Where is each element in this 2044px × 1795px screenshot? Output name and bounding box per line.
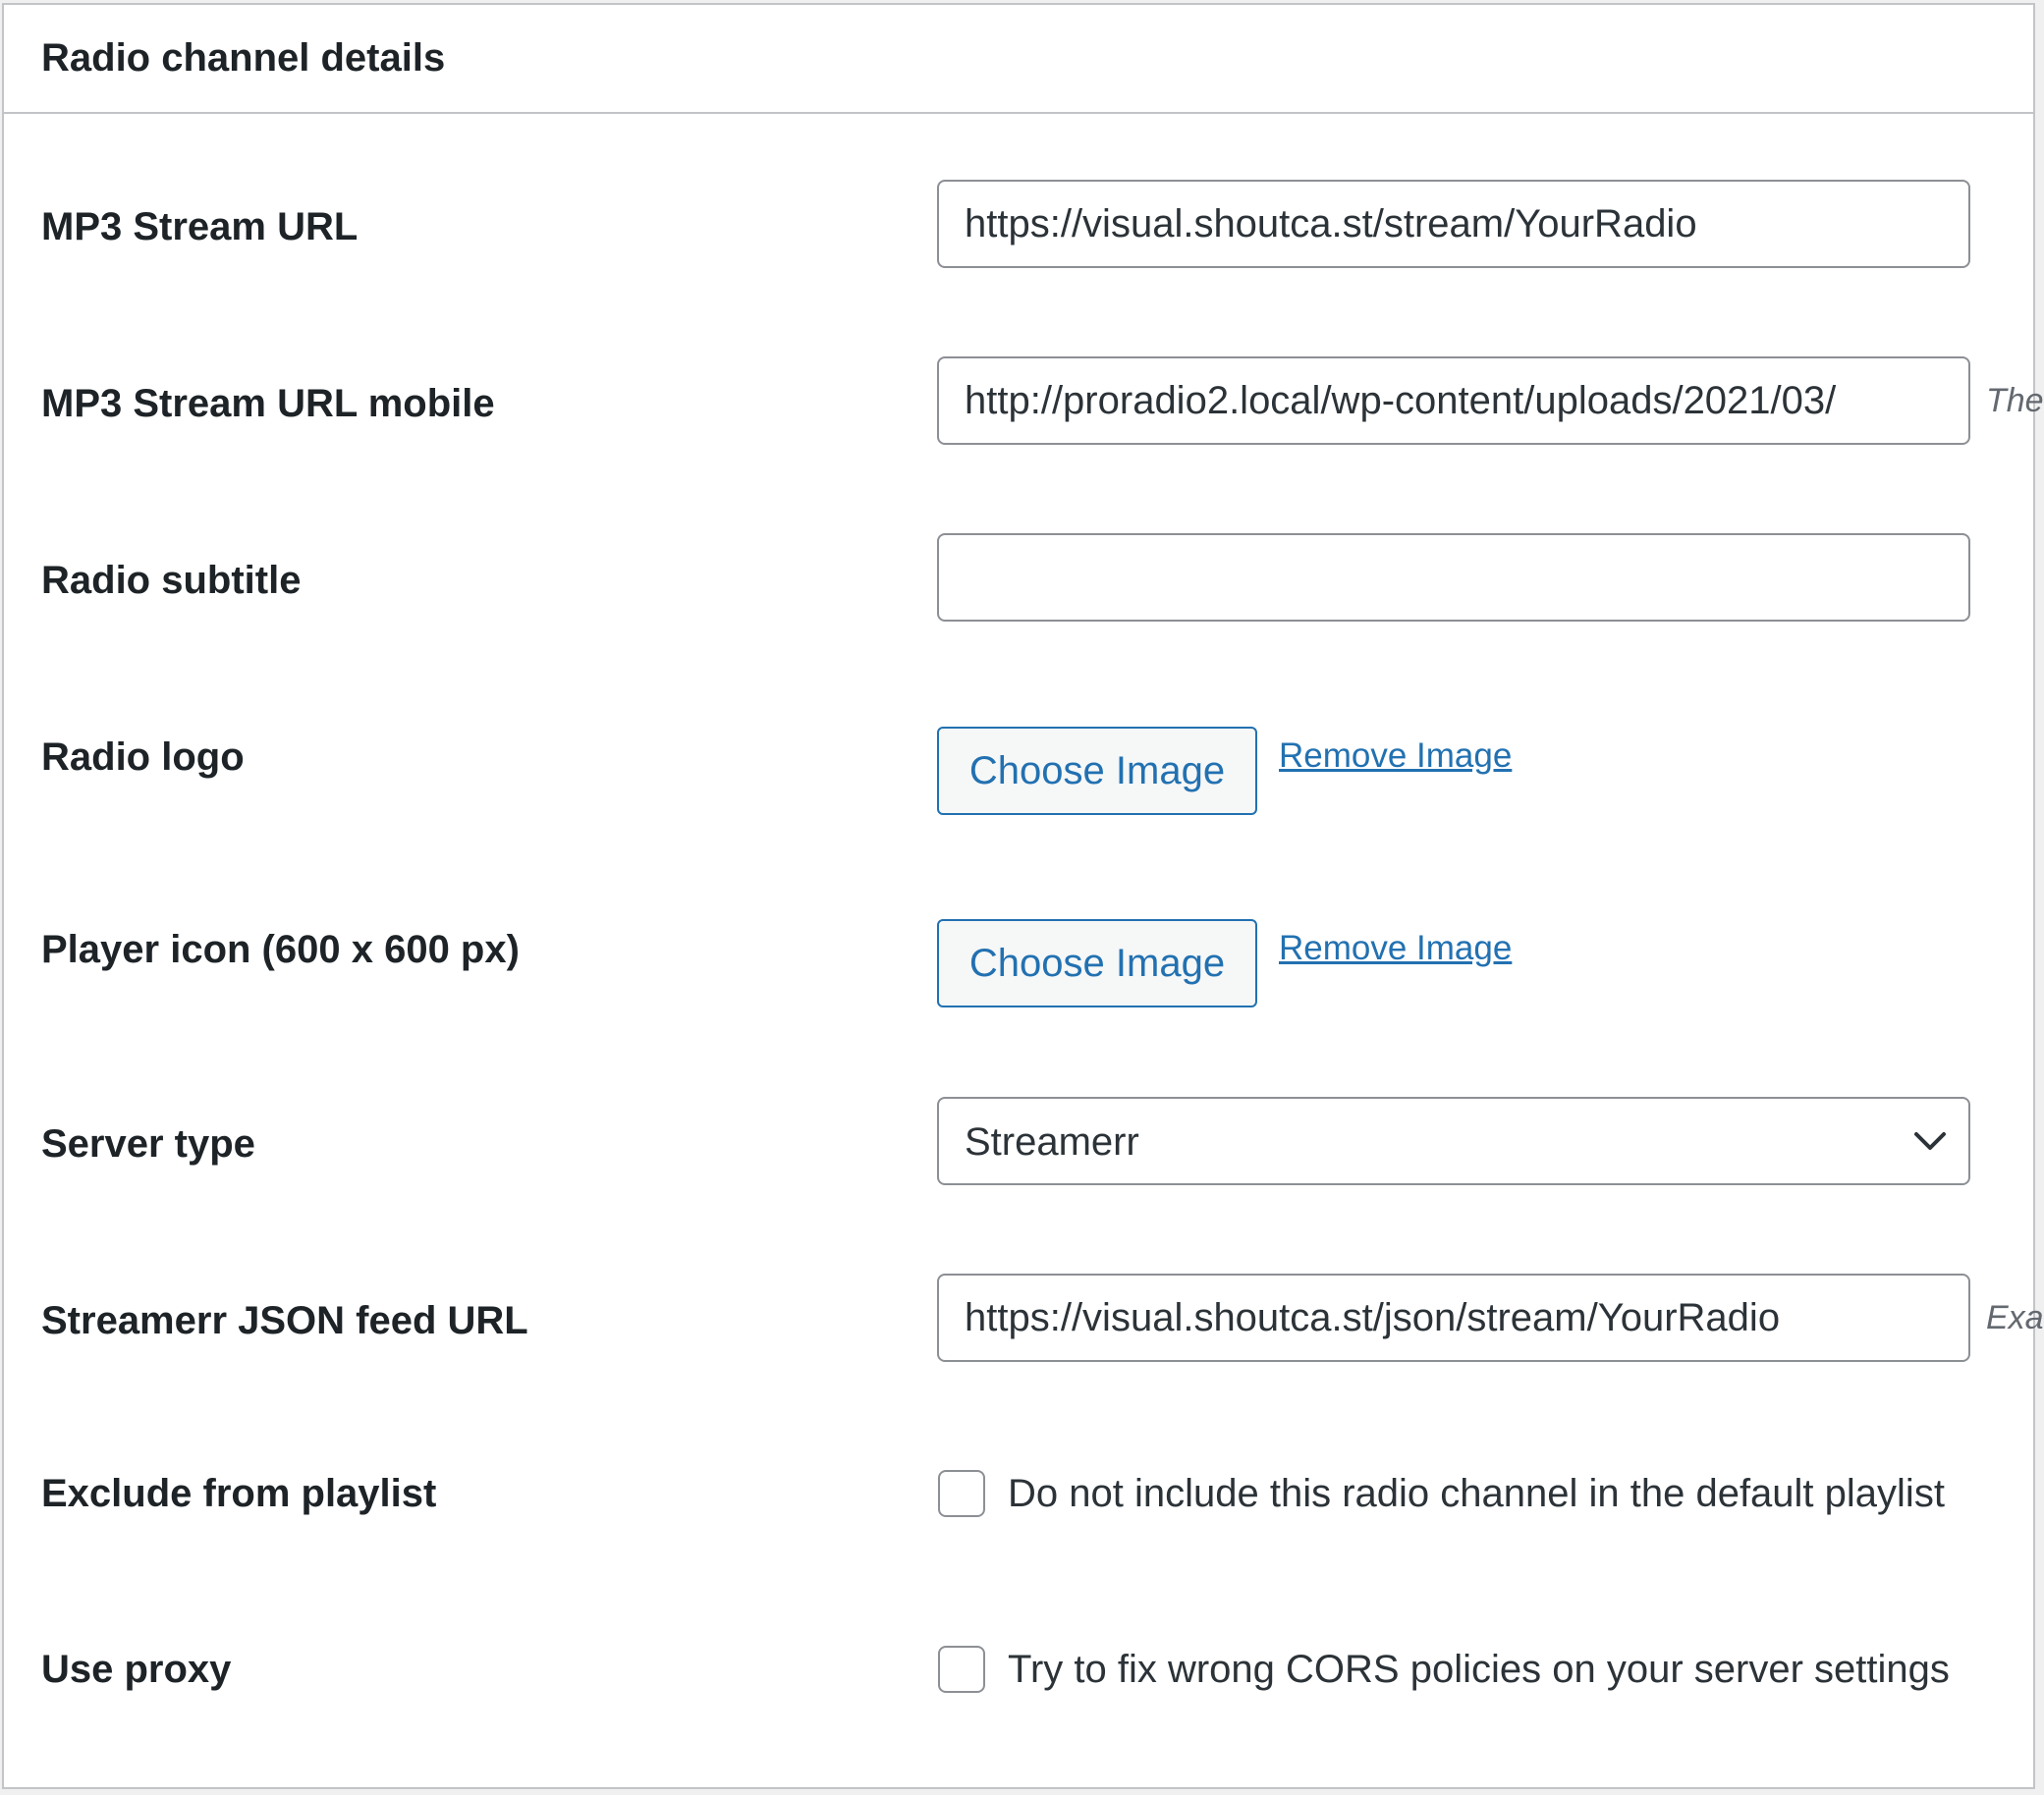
radio-channel-details-panel bbox=[2, 3, 2044, 1789]
server-type-select[interactable] bbox=[937, 1097, 1970, 1185]
json-feed-url-input[interactable] bbox=[937, 1274, 1970, 1362]
radio-subtitle-input[interactable] bbox=[937, 533, 1970, 622]
server-type-selected-value: Streamerr bbox=[965, 1120, 1139, 1164]
use-proxy-checkbox-text: Try to fix wrong CORS policies on your server settings bbox=[1008, 1648, 1950, 1691]
json-feed-url-description: Exa bbox=[1986, 1299, 2044, 1336]
mp3-stream-url-mobile-label: MP3 Stream URL mobile bbox=[41, 382, 495, 425]
panel-title: Radio channel details bbox=[41, 36, 446, 80]
use-proxy-label: Use proxy bbox=[41, 1648, 232, 1691]
player-icon-choose-image-button[interactable]: Choose Image bbox=[937, 919, 1257, 1007]
mp3-stream-url-mobile-description: The bbox=[1986, 382, 2044, 419]
radio-logo-label: Radio logo bbox=[41, 735, 245, 779]
exclude-from-playlist-checkbox-text: Do not include this radio channel in the default playlist bbox=[1008, 1472, 1945, 1515]
radio-logo-remove-image-link[interactable]: Remove Image bbox=[1279, 736, 1513, 775]
mp3-stream-url-mobile-input[interactable] bbox=[937, 356, 1970, 445]
panel-header bbox=[4, 5, 2033, 114]
mp3-stream-url-label: MP3 Stream URL bbox=[41, 205, 359, 248]
player-icon-label: Player icon (600 x 600 px) bbox=[41, 928, 520, 971]
player-icon-remove-image-link[interactable]: Remove Image bbox=[1279, 929, 1513, 967]
server-type-label: Server type bbox=[41, 1122, 255, 1166]
chevron-down-icon bbox=[1913, 1128, 1947, 1154]
radio-logo-choose-image-button[interactable]: Choose Image bbox=[937, 727, 1257, 815]
exclude-from-playlist-checkbox[interactable] bbox=[938, 1470, 985, 1517]
exclude-from-playlist-label: Exclude from playlist bbox=[41, 1472, 437, 1515]
mp3-stream-url-input[interactable] bbox=[937, 180, 1970, 268]
json-feed-url-label: Streamerr JSON feed URL bbox=[41, 1299, 528, 1342]
use-proxy-checkbox[interactable] bbox=[938, 1646, 985, 1693]
radio-subtitle-label: Radio subtitle bbox=[41, 559, 302, 602]
